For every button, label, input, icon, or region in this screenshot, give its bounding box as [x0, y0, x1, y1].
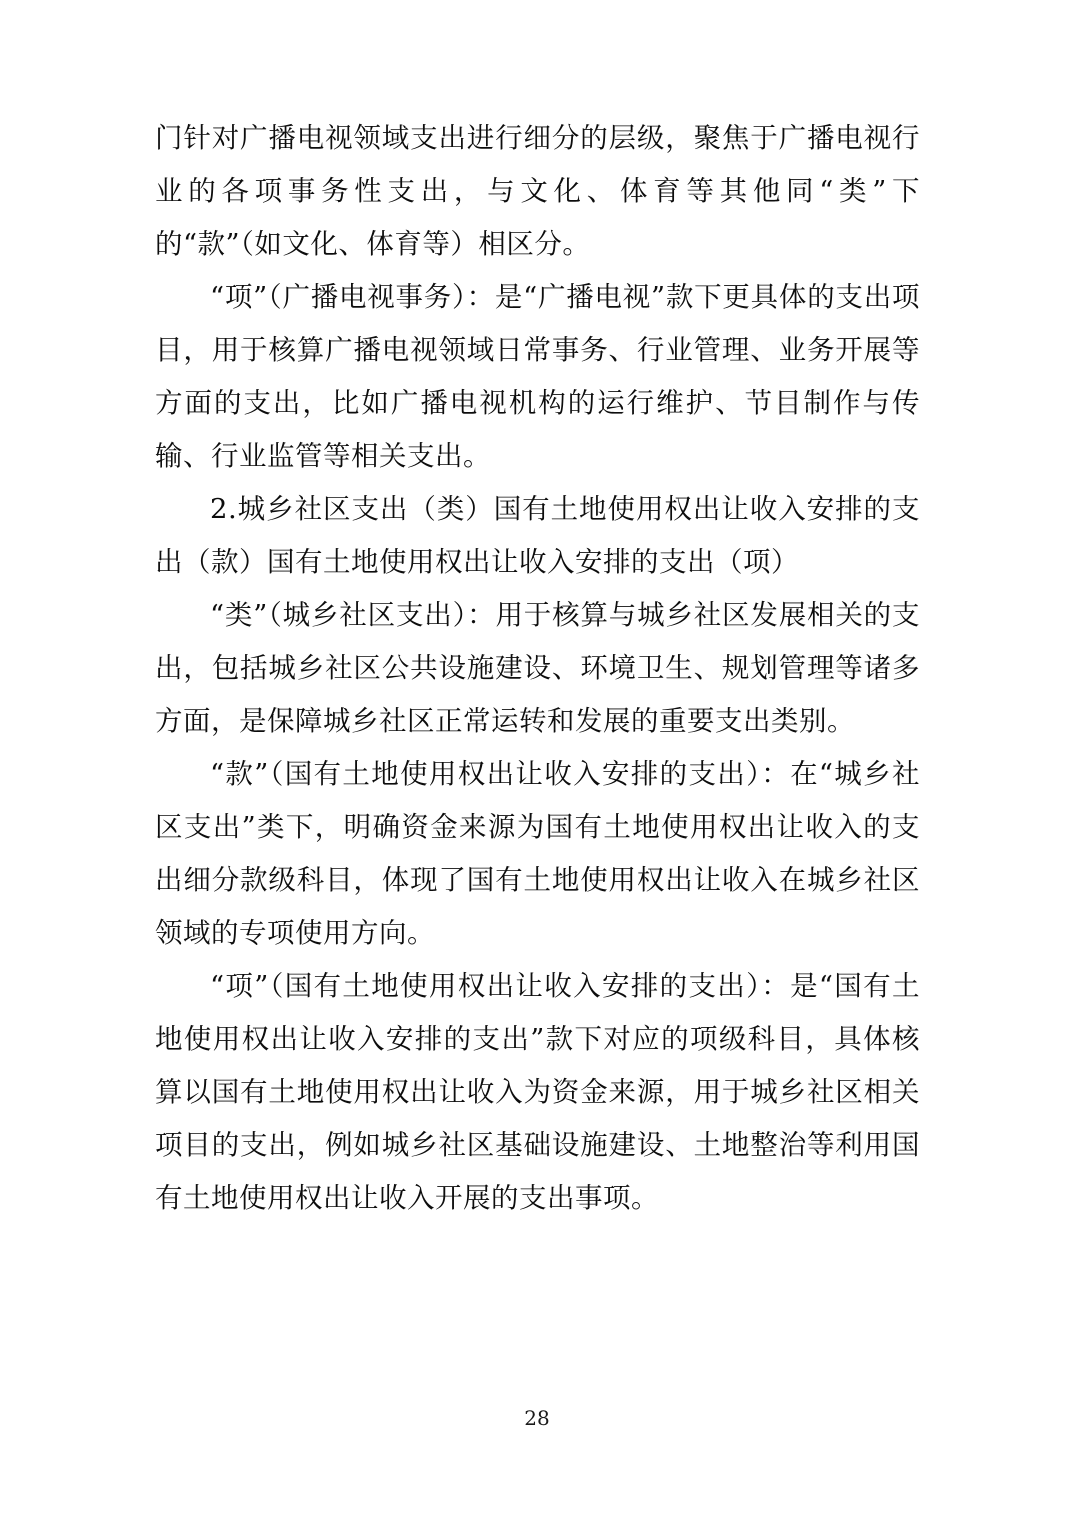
heading-urban-rural: 2.城乡社区支出（类）国有土地使用权出让收入安排的支出（款）国有土地使用权出让收入安排的支出（项）: [155, 493, 920, 578]
paragraph-xiang-radio: “项”（广播电视事务）：是“广播电视”款下更具体的支出项目，用于核算广播电视领域日常事务、行业管理、业务开展等方面的支出，比如广播电视机构的运行维护、节目制作与传输、行业监管等相关支出。: [155, 281, 920, 472]
page-number: 28: [524, 1406, 550, 1430]
paragraph-kuan: “款”（国有土地使用权出让收入安排的支出）：在“城乡社区支出”类下，明确资金来源为国有土地使用权出让收入的支出细分款级科目，体现了国有土地使用权出让收入在城乡社区领域的专项使用方向。: [155, 758, 920, 949]
page-body: [155, 112, 920, 1225]
paragraph-lei: “类”（城乡社区支出）：用于核算与城乡社区发展相关的支出，包括城乡社区公共设施建设、环境卫生、规划管理等诸多方面，是保障城乡社区正常运转和发展的重要支出类别。: [155, 599, 920, 737]
paragraph-continued: 门针对广播电视领域支出进行细分的层级，聚焦于广播电视行业的各项事务性支出，与文化、体育等其他同“类”下的“款”（如文化、体育等）相区分。: [155, 122, 920, 260]
paragraph-xiang-land: “项”（国有土地使用权出让收入安排的支出）：是“国有土地使用权出让收入安排的支出”款下对应的项级科目，具体核算以国有土地使用权出让收入为资金来源，用于城乡社区相关项目的支出，例如城乡社区基础设施建设、土地整治等利用国有土地使用权出让收入开展的支出事项。: [155, 970, 920, 1214]
